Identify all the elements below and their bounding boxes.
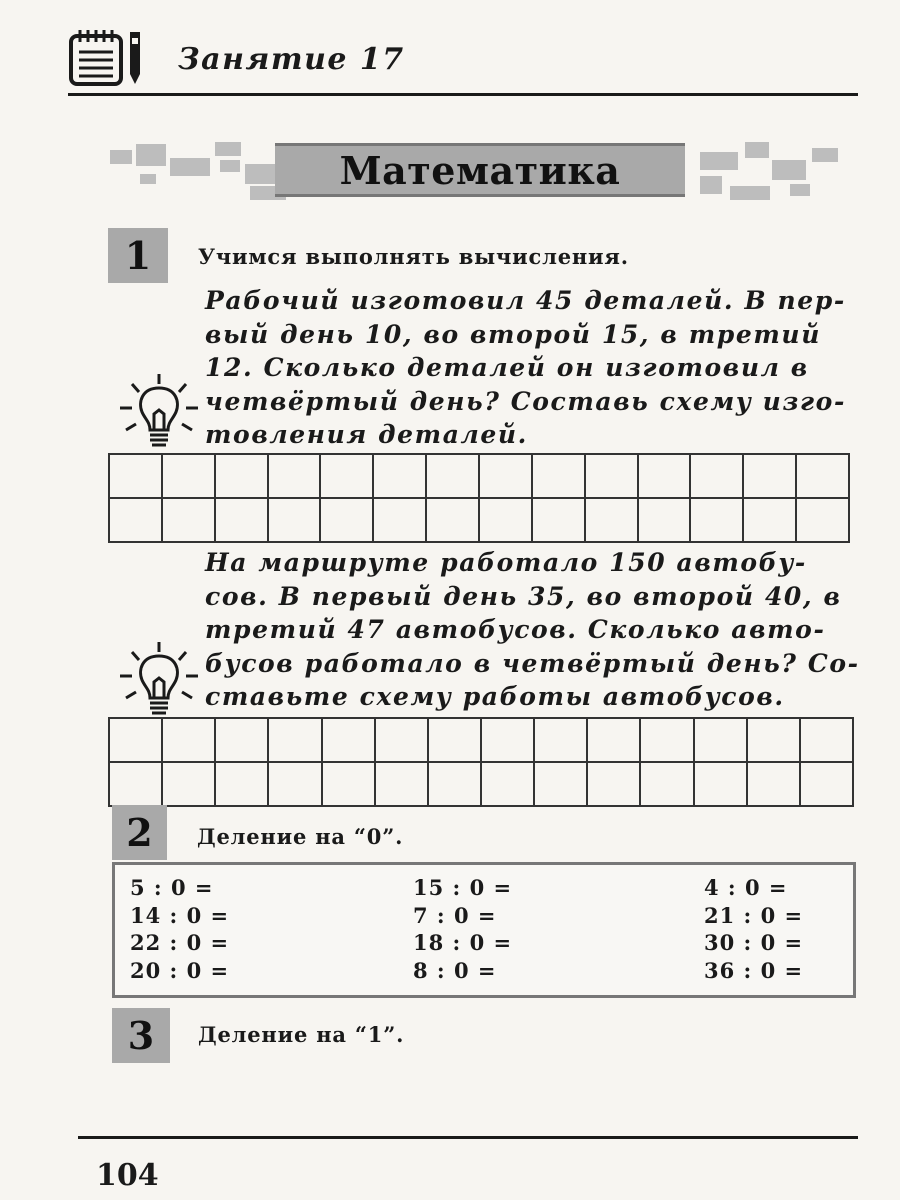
grid-cell[interactable] [216, 719, 269, 763]
grid-cell[interactable] [429, 719, 482, 763]
expression: 15 : 0 = [413, 875, 513, 900]
problem-line: сов. В первый день 35, во второй 40, в [205, 581, 842, 611]
grid-cell[interactable] [588, 719, 641, 763]
header-rule [68, 93, 858, 96]
task-2-heading: Деление на “0”. [197, 824, 404, 849]
grid-cell[interactable] [482, 763, 535, 807]
task-number-2: 2 [112, 805, 167, 860]
grid-cell[interactable] [695, 763, 748, 807]
grid-cell[interactable] [323, 763, 376, 807]
grid-cell[interactable] [374, 499, 427, 543]
answer-grid-2[interactable] [108, 717, 854, 807]
grid-cell[interactable] [744, 499, 797, 543]
grid-cell[interactable] [321, 455, 374, 499]
expression: 22 : 0 = [130, 930, 230, 955]
problem-line: ставьте схему работы автобусов. [205, 682, 785, 711]
grid-cell[interactable] [801, 719, 854, 763]
division-column-3 [704, 874, 803, 984]
grid-cell[interactable] [427, 499, 480, 543]
grid-cell[interactable] [533, 455, 586, 499]
grid-cell[interactable] [744, 455, 797, 499]
grid-cell[interactable] [480, 499, 533, 543]
lesson-title: Занятие 17 [178, 42, 405, 77]
expression: 7 : 0 = [413, 902, 497, 928]
task-3-heading: Деление на “1”. [198, 1022, 405, 1047]
problem-line: бусов работало в четвёртый день? Со- [205, 648, 860, 678]
grid-cell[interactable] [639, 499, 692, 543]
problem-line: четвёртый день? Составь схему изго- [205, 386, 846, 416]
grid-cell[interactable] [323, 719, 376, 763]
grid-cell[interactable] [533, 499, 586, 543]
grid-cell[interactable] [586, 455, 639, 499]
problem-1-text [205, 284, 846, 452]
problem-line: Рабочий изготовил 45 деталей. В пер- [205, 286, 846, 315]
grid-cell[interactable] [639, 455, 692, 499]
grid-cell[interactable] [163, 719, 216, 763]
grid-cell[interactable] [641, 719, 694, 763]
grid-cell[interactable] [110, 763, 163, 807]
notebook-pen-icon [68, 28, 146, 88]
division-column-1 [130, 874, 229, 984]
grid-cell[interactable] [797, 455, 850, 499]
grid-cell[interactable] [374, 455, 427, 499]
grid-cell[interactable] [269, 499, 322, 543]
grid-cell[interactable] [641, 763, 694, 807]
grid-cell[interactable] [376, 719, 429, 763]
lightbulb-icon [118, 640, 200, 722]
grid-cell[interactable] [748, 719, 801, 763]
grid-cell[interactable] [691, 455, 744, 499]
lightbulb-icon [118, 372, 200, 454]
problem-line: вый день 10, во второй 15, в третий [205, 319, 821, 349]
grid-cell[interactable] [748, 763, 801, 807]
expression: 8 : 0 = [413, 957, 497, 983]
grid-cell[interactable] [269, 763, 322, 807]
expression: 36 : 0 = [704, 957, 804, 983]
grid-cell[interactable] [482, 719, 535, 763]
expression: 4 : 0 = [704, 875, 788, 900]
expression: 18 : 0 = [413, 930, 513, 955]
grid-cell[interactable] [110, 719, 163, 763]
grid-cell[interactable] [535, 719, 588, 763]
subject-title: Математика [339, 147, 621, 193]
footer-rule [78, 1136, 858, 1139]
grid-cell[interactable] [110, 455, 163, 499]
grid-cell[interactable] [110, 499, 163, 543]
grid-cell[interactable] [586, 499, 639, 543]
problem-line: товления деталей. [205, 420, 528, 449]
grid-cell[interactable] [163, 763, 216, 807]
grid-cell[interactable] [691, 499, 744, 543]
expression: 14 : 0 = [130, 902, 230, 928]
grid-cell[interactable] [535, 763, 588, 807]
problem-line: 12. Сколько деталей он изготовил в [205, 353, 809, 382]
grid-cell[interactable] [321, 499, 374, 543]
grid-cell[interactable] [797, 499, 850, 543]
page-number: 104 [96, 1158, 159, 1193]
task-number-3: 3 [112, 1008, 170, 1063]
problem-line: На маршруте работало 150 автобу- [205, 548, 807, 577]
grid-cell[interactable] [588, 763, 641, 807]
problem-line: третий 47 автобусов. Сколько авто- [205, 615, 826, 644]
task-1-heading: Учимся выполнять вычисления. [198, 244, 629, 269]
grid-cell[interactable] [269, 719, 322, 763]
grid-cell[interactable] [376, 763, 429, 807]
grid-cell[interactable] [695, 719, 748, 763]
grid-cell[interactable] [801, 763, 854, 807]
task-number-1: 1 [108, 228, 168, 283]
division-column-2 [413, 874, 512, 984]
grid-cell[interactable] [427, 455, 480, 499]
grid-cell[interactable] [480, 455, 533, 499]
grid-cell[interactable] [269, 455, 322, 499]
subject-banner [275, 143, 685, 197]
expression: 5 : 0 = [130, 875, 214, 900]
grid-cell[interactable] [216, 455, 269, 499]
expression: 21 : 0 = [704, 902, 804, 928]
grid-cell[interactable] [216, 499, 269, 543]
grid-cell[interactable] [216, 763, 269, 807]
grid-cell[interactable] [163, 455, 216, 499]
expression: 20 : 0 = [130, 957, 230, 983]
answer-grid-1[interactable] [108, 453, 850, 543]
problem-2-text [205, 546, 860, 714]
grid-cell[interactable] [429, 763, 482, 807]
grid-cell[interactable] [163, 499, 216, 543]
expression: 30 : 0 = [704, 930, 804, 955]
